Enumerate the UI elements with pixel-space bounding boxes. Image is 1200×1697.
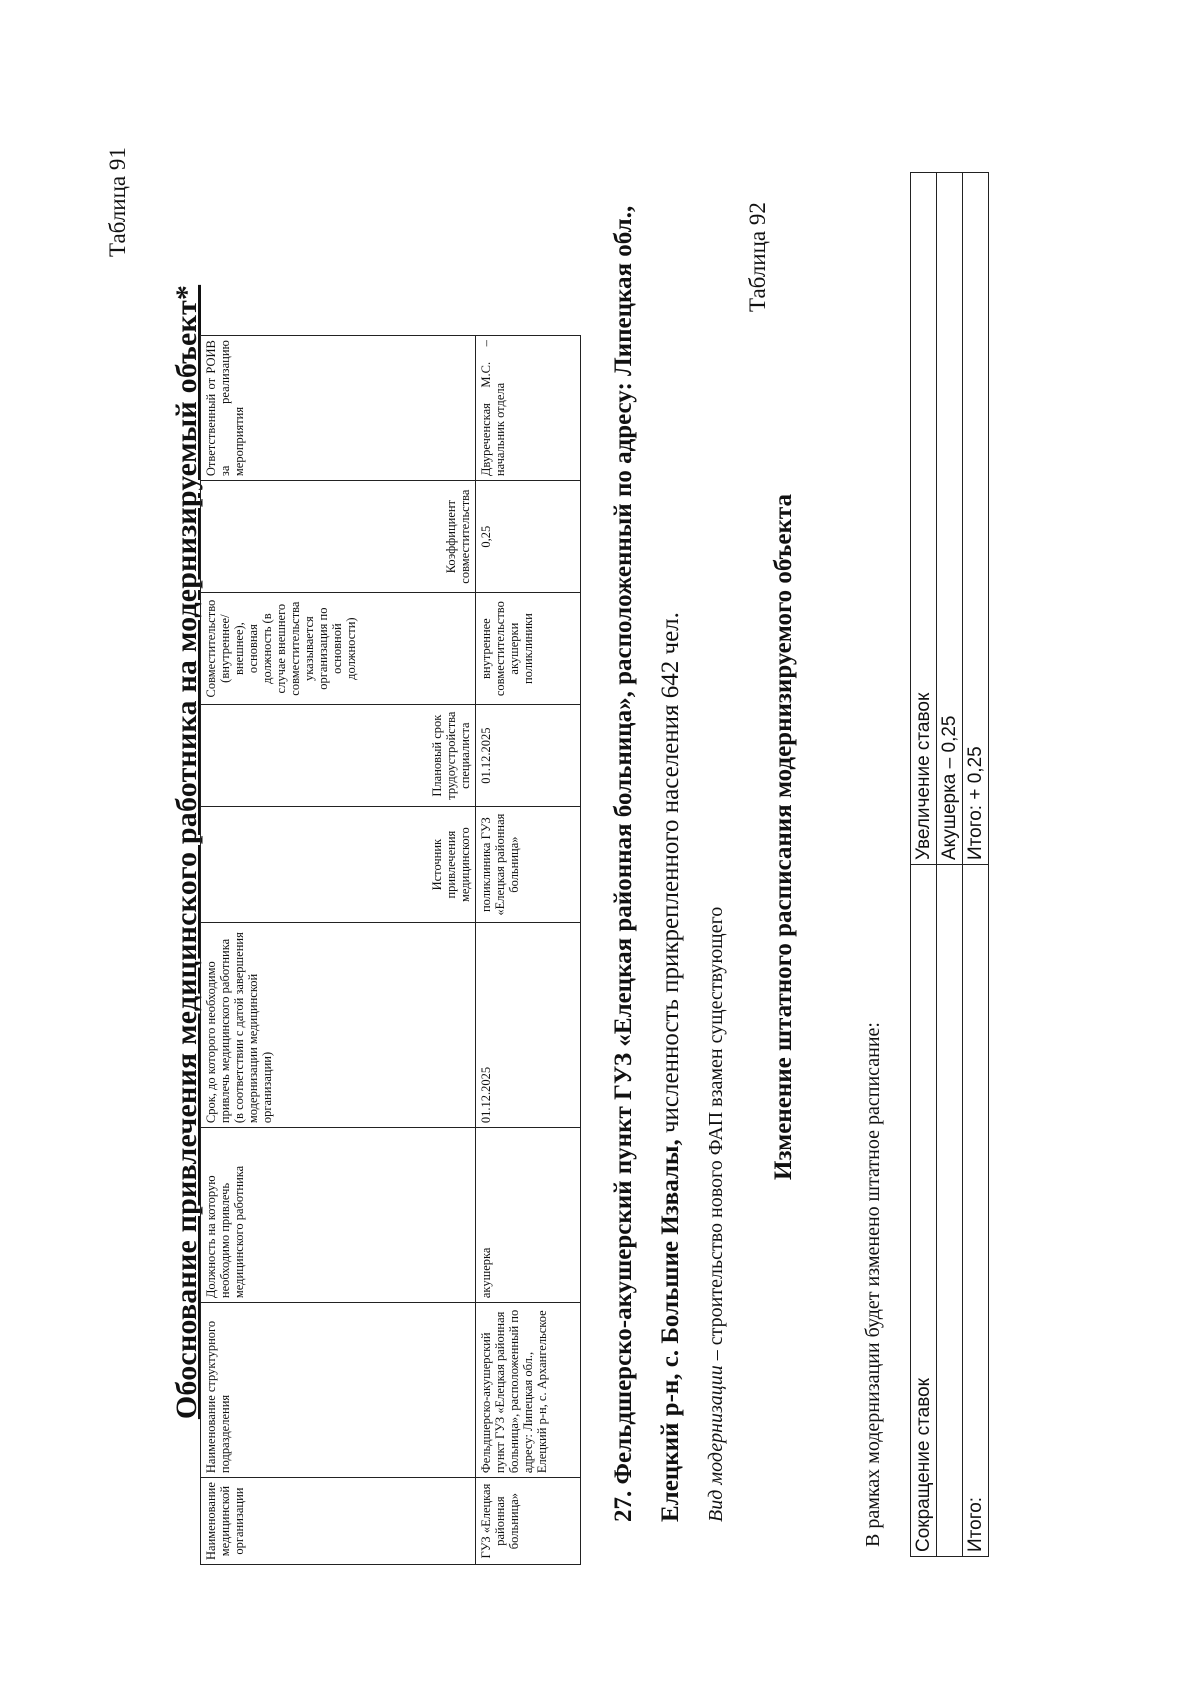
item-27-bold: 27. Фельдшерско-акушерский пункт ГУЗ «Елецкая районная больница», расположенный по адресу: Липецкая обл., Елецкий р-н, с. Большие Извалы, [610, 205, 684, 1522]
header-org: Наименование медицинской организации [201, 1478, 476, 1565]
modernization-label: Вид модернизации [705, 1365, 727, 1522]
header-combination: Совместительство (внутреннее/внешнее), основная должность (в случае внешнего совместительства указывается организация по основной должности) [201, 593, 476, 705]
header-subdivision: Наименование структурного подразделения [201, 1303, 476, 1478]
item-27-heading [600, 152, 694, 1522]
cell-planned-date: 01.12.2025 [476, 705, 581, 807]
cell-responsible: Двуреченская М.С. – начальник отдела [476, 336, 581, 481]
cell-increase-item: Акушерка – 0,25 [937, 173, 963, 865]
cell-subdivision: Фельдшерско-акушерский пункт ГУЗ «Елецкая районная больница», расположенный по адресу: Липецкая обл., Елецкий р-н, с. Архангельское [476, 1303, 581, 1478]
cell-coefficient: 0,25 [476, 481, 581, 593]
table-91-label: Таблица 91 [105, 147, 130, 257]
item-27-population: численность прикрепленного населения 642 чел. [657, 612, 684, 1140]
cell-reduction-total: Итого: [963, 865, 989, 1557]
table-row [476, 336, 581, 1565]
cell-reduction-item [937, 865, 963, 1557]
cell-increase-header: Увеличение ставок [911, 173, 937, 865]
table-92-label: Таблица 92 [745, 202, 770, 312]
header-responsible: Ответственный от РОИВ за реализацию мероприятия [201, 336, 476, 481]
cell-reduction-header: Сокращение ставок [911, 865, 937, 1557]
table-91 [200, 335, 581, 1565]
table-row [937, 173, 963, 1557]
table-92 [910, 172, 989, 1557]
header-deadline: Срок, до которого необходимо привлечь медицинского работника (в соответствии с датой завершения модернизации медицинской организации) [201, 923, 476, 1128]
header-planned-date: Плановый срок трудоустройства специалиста [201, 705, 476, 807]
header-coefficient: Коэффициент совместительства [201, 481, 476, 593]
modernization-text: – строительство нового ФАП взамен существующего [705, 906, 727, 1366]
table-91-header-row [201, 336, 476, 1565]
cell-increase-total: Итого: + 0,25 [963, 173, 989, 865]
table-91-title: Обоснование привлечения медицинского работника на модернизируемый объект* [170, 284, 203, 1420]
table-92-title: Изменение штатного расписания модернизируемого объекта [770, 494, 797, 1180]
header-source: Источник привлечения медицинского [201, 807, 476, 923]
cell-source: поликлиника ГУЗ «Елецкая районная больница» [476, 807, 581, 923]
header-position: Должность на которую необходимо привлечь медицинского работника [201, 1128, 476, 1303]
cell-position: акушерка [476, 1128, 581, 1303]
table-row [963, 173, 989, 1557]
cell-combination: внутреннее совместительство акушерки поликлиники [476, 593, 581, 705]
table-row [911, 173, 937, 1557]
cell-deadline: 01.12.2025 [476, 923, 581, 1128]
staff-change-intro: В рамках модернизации будет изменено штатное расписание: [862, 1022, 884, 1547]
cell-org: ГУЗ «Елецкая районная больница» [476, 1478, 581, 1565]
modernization-type [705, 907, 728, 1522]
